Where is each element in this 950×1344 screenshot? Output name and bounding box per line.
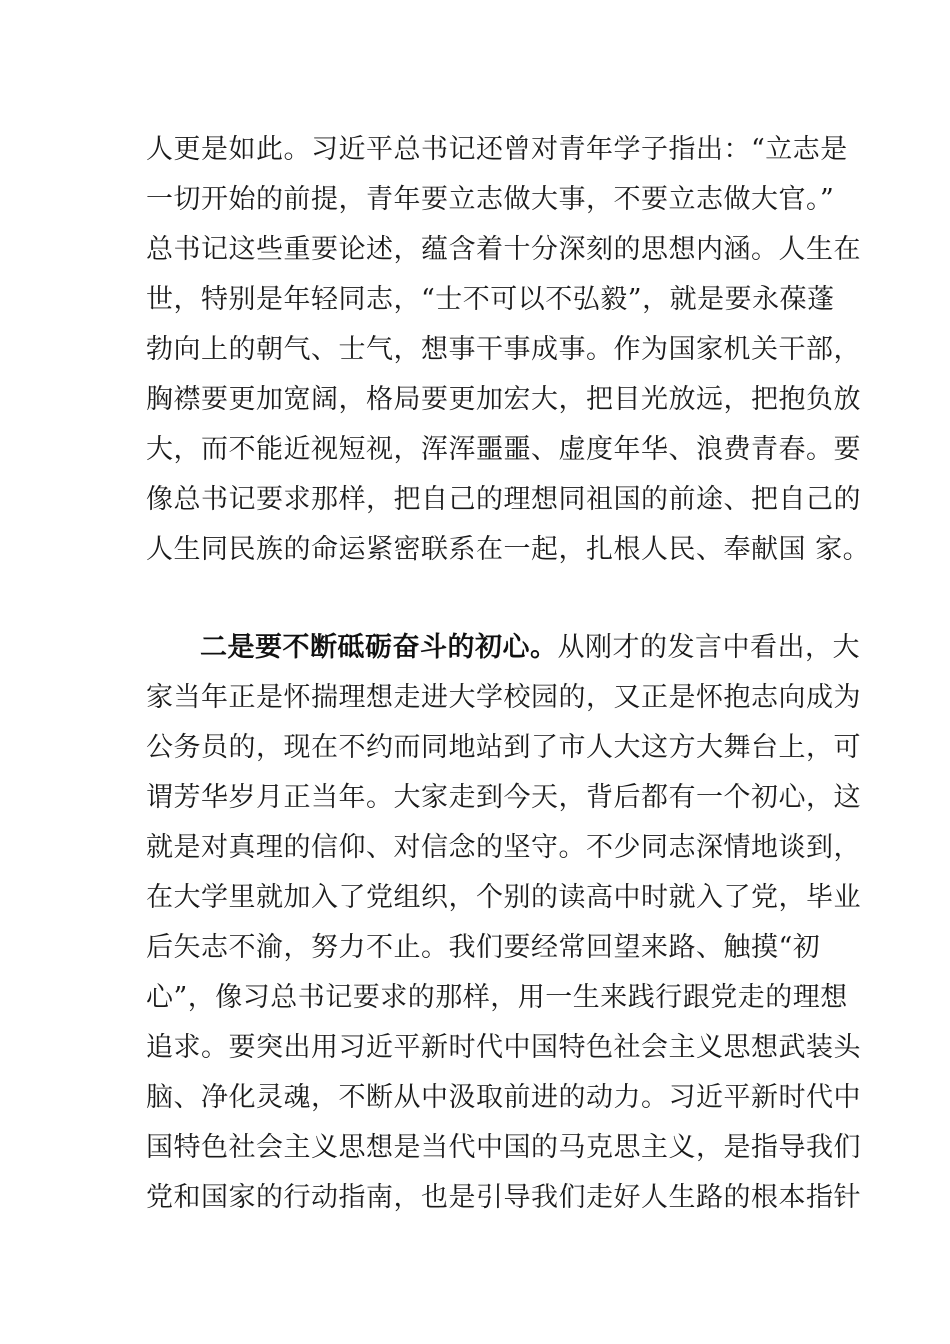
text-line: 后矢志不渝，努力不止。我们要经常回望来路、触摸“初 xyxy=(146,932,821,963)
text-line: 追求。要突出用习近平新时代中国特色社会主义思想武装头 xyxy=(146,1032,861,1063)
text-line: 人更是如此。习近平总书记还曾对青年学子指出：“立志是 xyxy=(146,134,848,165)
text-line: 就是对真理的信仰、对信念的坚守。不少同志深情地谈到， xyxy=(146,832,861,863)
text-line: 勃向上的朝气、士气，想事干事成事。作为国家机关干部， xyxy=(146,334,861,365)
text-line: 总书记这些重要论述，蕴含着十分深刻的思想内涵。人生在 xyxy=(146,234,861,265)
text-line: 党和国家的行动指南，也是引导我们走好人生路的根本指针 xyxy=(146,1182,861,1213)
paragraph-first-line xyxy=(200,628,860,668)
text-line: 在大学里就加入了党组织，个别的读高中时就入了党，毕业 xyxy=(146,882,861,913)
text-line: 国特色社会主义思想是当代中国的马克思主义，是指导我们 xyxy=(146,1132,861,1163)
text-line: 像总书记要求那样，把自己的理想同祖国的前途、把自己的 xyxy=(146,484,861,515)
text-line: 世，特别是年轻同志，“士不可以不弘毅”，就是要永葆蓬 xyxy=(146,284,835,315)
text-line: 人生同民族的命运紧密联系在一起，扎根人民、奉献国 家。 xyxy=(146,534,871,565)
text-line: 心”，像习总书记要求的那样，用一生来践行跟党走的理想 xyxy=(146,982,848,1013)
text-line: 家当年正是怀揣理想走进大学校园的，又正是怀抱志向成为 xyxy=(146,682,861,713)
text-line: 脑、净化灵魂，不断从中汲取前进的动力。习近平新时代中 xyxy=(146,1082,861,1113)
text-line: 谓芳华岁月正当年。大家走到今天，背后都有一个初心，这 xyxy=(146,782,861,813)
paragraph-heading: 二是要不断砥砺奋斗的初心。 xyxy=(200,632,558,663)
text-line: 公务员的，现在不约而同地站到了市人大这方大舞台上，可 xyxy=(146,732,861,763)
text-line: 胸襟要更加宽阔，格局要更加宏大，把目光放远，把抱负放 xyxy=(146,384,861,415)
text-line: 一切开始的前提，青年要立志做大事，不要立志做大官。” xyxy=(146,184,835,215)
first-line-text: 从刚才的发言中看出，大 xyxy=(557,632,860,663)
text-line: 大，而不能近视短视，浑浑噩噩、虚度年华、浪费青春。要 xyxy=(146,434,861,465)
